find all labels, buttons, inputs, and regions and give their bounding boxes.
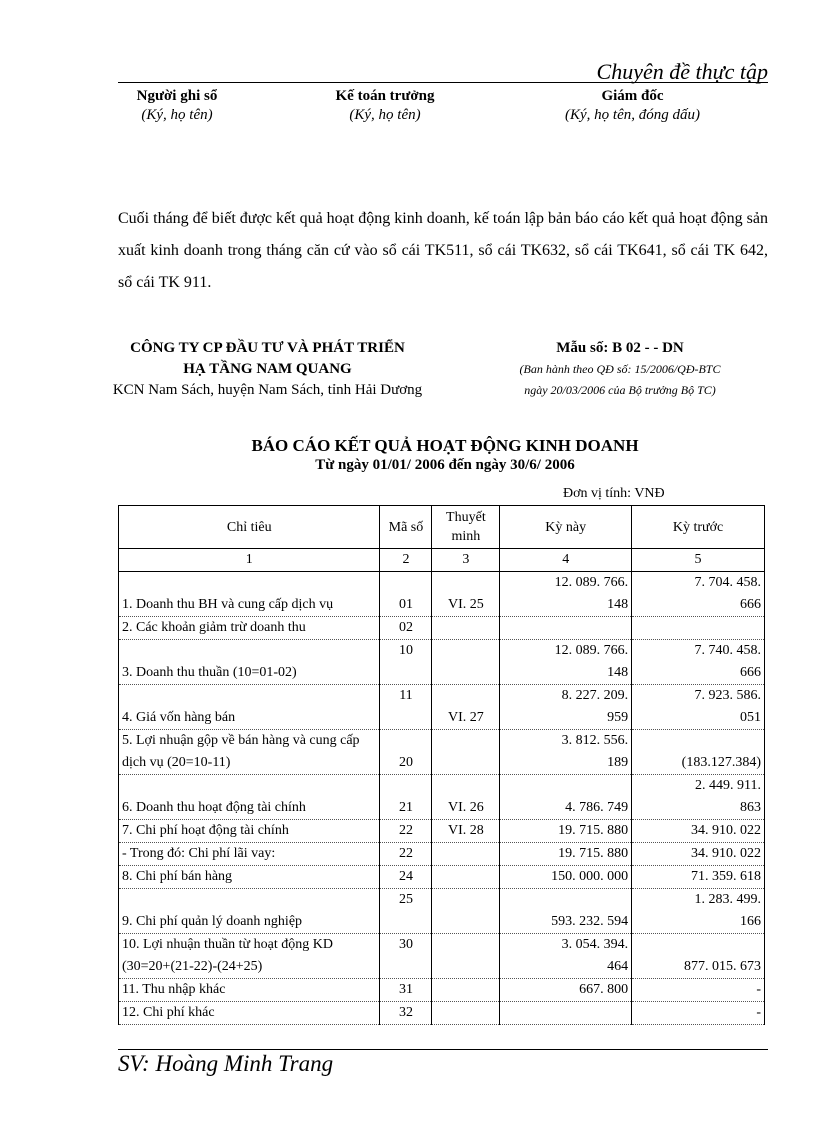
row-current: 12. 089. 766. 148 bbox=[500, 572, 632, 617]
row-current bbox=[500, 1002, 632, 1025]
row-current: 19. 715. 880 bbox=[500, 820, 632, 843]
row-indicator: 3. Doanh thu thuần (10=01-02) bbox=[119, 640, 380, 685]
table-row bbox=[119, 843, 765, 866]
row-current: 667. 800 bbox=[500, 979, 632, 1002]
row-current bbox=[500, 617, 632, 640]
row-note bbox=[432, 640, 500, 685]
column-index: 2 bbox=[380, 549, 432, 572]
row-current: 593. 232. 594 bbox=[500, 889, 632, 934]
column-index-row bbox=[119, 549, 765, 572]
row-previous: 71. 359. 618 bbox=[632, 866, 765, 889]
row-current: 150. 000. 000 bbox=[500, 866, 632, 889]
column-index: 4 bbox=[500, 549, 632, 572]
row-note bbox=[432, 617, 500, 640]
company-name-line2: HẠ TẦNG NAM QUANG bbox=[183, 361, 352, 377]
signature-role: Giám đốc bbox=[601, 88, 664, 104]
row-code: 22 bbox=[380, 820, 432, 843]
table-row bbox=[119, 640, 765, 685]
row-current: 3. 054. 394. 464 bbox=[500, 934, 632, 979]
table-header-row bbox=[119, 506, 765, 549]
signature-role: Kế toán trưởng bbox=[335, 88, 435, 104]
row-previous bbox=[632, 617, 765, 640]
row-previous: (183.127.384) bbox=[632, 730, 765, 775]
row-note bbox=[432, 730, 500, 775]
header-indicator: Chỉ tiêu bbox=[119, 506, 380, 549]
company-name-line1: CÔNG TY CP ĐẦU TƯ VÀ PHÁT TRIỂN bbox=[130, 340, 405, 356]
row-previous: 2. 449. 911. 863 bbox=[632, 775, 765, 820]
row-indicator: 2. Các khoản giảm trừ doanh thu bbox=[119, 617, 380, 640]
signature-note: (Ký, họ tên) bbox=[349, 107, 421, 123]
row-code: 21 bbox=[380, 775, 432, 820]
row-note bbox=[432, 979, 500, 1002]
form-code: Mẫu số: B 02 - - DN bbox=[556, 340, 684, 356]
company-address: KCN Nam Sách, huyện Nam Sách, tỉnh Hải Dương bbox=[112, 382, 423, 398]
header-previous: Kỳ trước bbox=[632, 506, 765, 549]
row-note bbox=[432, 889, 500, 934]
page-header-title: Chuyên đề thực tập bbox=[596, 59, 768, 84]
table-row bbox=[119, 1002, 765, 1025]
row-code: 20 bbox=[380, 730, 432, 775]
row-previous: 34. 910. 022 bbox=[632, 843, 765, 866]
row-note bbox=[432, 934, 500, 979]
row-note: VI. 25 bbox=[432, 572, 500, 617]
table-row bbox=[119, 820, 765, 843]
row-code: 02 bbox=[380, 617, 432, 640]
table-row bbox=[119, 685, 765, 730]
row-note bbox=[432, 1002, 500, 1025]
report-period: Từ ngày 01/01/ 2006 đến ngày 30/6/ 2006 bbox=[315, 457, 575, 473]
row-indicator: 11. Thu nhập khác bbox=[119, 979, 380, 1002]
header-current: Kỳ này bbox=[500, 506, 632, 549]
row-code: 22 bbox=[380, 843, 432, 866]
table-row bbox=[119, 979, 765, 1002]
row-indicator: 8. Chi phí bán hàng bbox=[119, 866, 380, 889]
table-row bbox=[119, 572, 765, 617]
table-row bbox=[119, 934, 765, 979]
row-indicator: 5. Lợi nhuận gộp về bán hàng và cung cấp dịch vụ (20=10-11) bbox=[119, 730, 380, 775]
row-indicator: 4. Giá vốn hàng bán bbox=[119, 685, 380, 730]
row-indicator: 10. Lợi nhuận thuần từ hoạt động KD (30=20+(21-22)-(24+25) bbox=[119, 934, 380, 979]
row-code: 10 bbox=[380, 640, 432, 685]
footer-divider bbox=[118, 1049, 768, 1050]
signature-director bbox=[530, 88, 735, 124]
column-index: 1 bbox=[119, 549, 380, 572]
row-current: 4. 786. 749 bbox=[500, 775, 632, 820]
row-indicator: 12. Chi phí khác bbox=[119, 1002, 380, 1025]
report-title: BÁO CÁO KẾT QUẢ HOẠT ĐỘNG KINH DOANH bbox=[251, 436, 639, 455]
company-block bbox=[80, 338, 455, 401]
header-note: Thuyết minh bbox=[432, 506, 500, 549]
signature-role: Người ghi sổ bbox=[136, 88, 218, 104]
row-note: VI. 28 bbox=[432, 820, 500, 843]
form-law-line2: ngày 20/03/2006 của Bộ trưởng Bộ TC) bbox=[524, 383, 716, 397]
column-index: 5 bbox=[632, 549, 765, 572]
row-previous: 7. 923. 586. 051 bbox=[632, 685, 765, 730]
row-indicator: 6. Doanh thu hoạt động tài chính bbox=[119, 775, 380, 820]
row-current: 19. 715. 880 bbox=[500, 843, 632, 866]
row-code: 11 bbox=[380, 685, 432, 730]
row-note: VI. 27 bbox=[432, 685, 500, 730]
row-current: 12. 089. 766. 148 bbox=[500, 640, 632, 685]
row-indicator: 1. Doanh thu BH và cung cấp dịch vụ bbox=[119, 572, 380, 617]
row-code: 01 bbox=[380, 572, 432, 617]
footer-student: SV: Hoàng Minh Trang bbox=[118, 1051, 334, 1076]
row-previous: 34. 910. 022 bbox=[632, 820, 765, 843]
signature-note: (Ký, họ tên) bbox=[141, 107, 213, 123]
table-row bbox=[119, 775, 765, 820]
row-indicator: 9. Chi phí quản lý doanh nghiệp bbox=[119, 889, 380, 934]
report-unit: Đơn vị tính: VNĐ bbox=[563, 486, 665, 501]
row-previous: - bbox=[632, 979, 765, 1002]
row-previous: 877. 015. 673 bbox=[632, 934, 765, 979]
row-previous: 7. 740. 458. 666 bbox=[632, 640, 765, 685]
header-code: Mã số bbox=[380, 506, 432, 549]
table-row bbox=[119, 866, 765, 889]
form-info bbox=[470, 338, 770, 401]
table-row bbox=[119, 730, 765, 775]
signature-recorder bbox=[112, 88, 242, 124]
row-indicator: 7. Chi phí hoạt động tài chính bbox=[119, 820, 380, 843]
table-row bbox=[119, 617, 765, 640]
row-code: 32 bbox=[380, 1002, 432, 1025]
row-previous: - bbox=[632, 1002, 765, 1025]
row-current: 8. 227. 209. 959 bbox=[500, 685, 632, 730]
form-law-line1: (Ban hành theo QĐ số: 15/2006/QĐ-BTC bbox=[519, 362, 721, 376]
row-previous: 1. 283. 499. 166 bbox=[632, 889, 765, 934]
table-row bbox=[119, 889, 765, 934]
row-indicator: - Trong đó: Chi phí lãi vay: bbox=[119, 843, 380, 866]
row-note bbox=[432, 866, 500, 889]
signature-note: (Ký, họ tên, đóng dấu) bbox=[565, 107, 700, 123]
row-code: 30 bbox=[380, 934, 432, 979]
row-code: 31 bbox=[380, 979, 432, 1002]
row-current: 3. 812. 556. 189 bbox=[500, 730, 632, 775]
row-note bbox=[432, 843, 500, 866]
row-code: 24 bbox=[380, 866, 432, 889]
intro-paragraph: Cuối tháng để biết được kết quả hoạt động kinh doanh, kế toán lập bản báo cáo kết quả hoạt động sản xuất kinh doanh trong tháng căn cứ vào sổ cái TK511, sổ cái TK632, sổ cái TK641, sổ cái TK 642, sổ cái TK 911. bbox=[118, 210, 768, 291]
header-divider bbox=[118, 82, 768, 83]
report-table bbox=[118, 505, 765, 1025]
row-note: VI. 26 bbox=[432, 775, 500, 820]
row-previous: 7. 704. 458. 666 bbox=[632, 572, 765, 617]
signature-chief-accountant bbox=[305, 88, 465, 124]
column-index: 3 bbox=[432, 549, 500, 572]
row-code: 25 bbox=[380, 889, 432, 934]
